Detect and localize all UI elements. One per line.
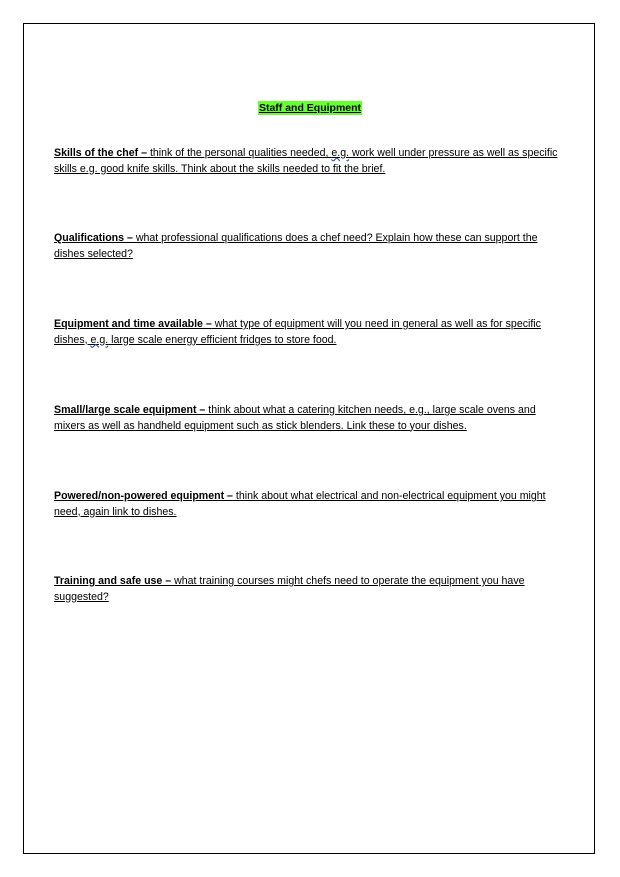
section-text: what type of equipment will you need in general as well as for specific dishes, [54, 318, 541, 346]
section-text: think of the personal qualities needed, [147, 147, 332, 159]
section-text: what professional qualifications does a chef need? Explain how these can support the dishes selected? [54, 232, 538, 260]
section-text: work well under pressure as well as specific skills e.g. good knife skills. Think about the skills needed to fit the brief. [54, 147, 558, 175]
section-training-and-safe-use [54, 574, 568, 605]
section-skills-of-the-chef [54, 146, 568, 177]
spellcheck-flagged-word: e.g. [90, 333, 109, 346]
section-text: large scale energy efficient fridges to store food. [108, 333, 337, 346]
section-small-large-scale-equipment [54, 403, 568, 434]
section-label: Powered/non-powered equipment – [54, 490, 233, 502]
section-label: Skills of the chef – [54, 147, 148, 159]
section-equipment-and-time [54, 317, 568, 348]
section-label: Training and safe use – [54, 575, 172, 587]
section-label: Small/large scale equipment – [54, 404, 206, 416]
section-qualifications [54, 231, 568, 262]
section-label: Equipment and time available – [54, 318, 212, 330]
section-text: what training courses might chefs need to operate the equipment you have suggested? [54, 575, 525, 603]
section-powered-non-powered-equipment [54, 489, 568, 520]
section-label: Qualifications – [54, 232, 133, 244]
title-container [0, 98, 620, 116]
section-text: think about what a catering kitchen needs, e.g., large scale ovens and mixers as well as handheld equipment such as stick blenders. Link these to your dishes. [54, 404, 536, 432]
document-title: Staff and Equipment [258, 102, 362, 114]
section-text: think about what electrical and non-electrical equipment you might need, again link to dishes. [54, 490, 546, 518]
spellcheck-flagged-word: e.g. [331, 147, 350, 159]
